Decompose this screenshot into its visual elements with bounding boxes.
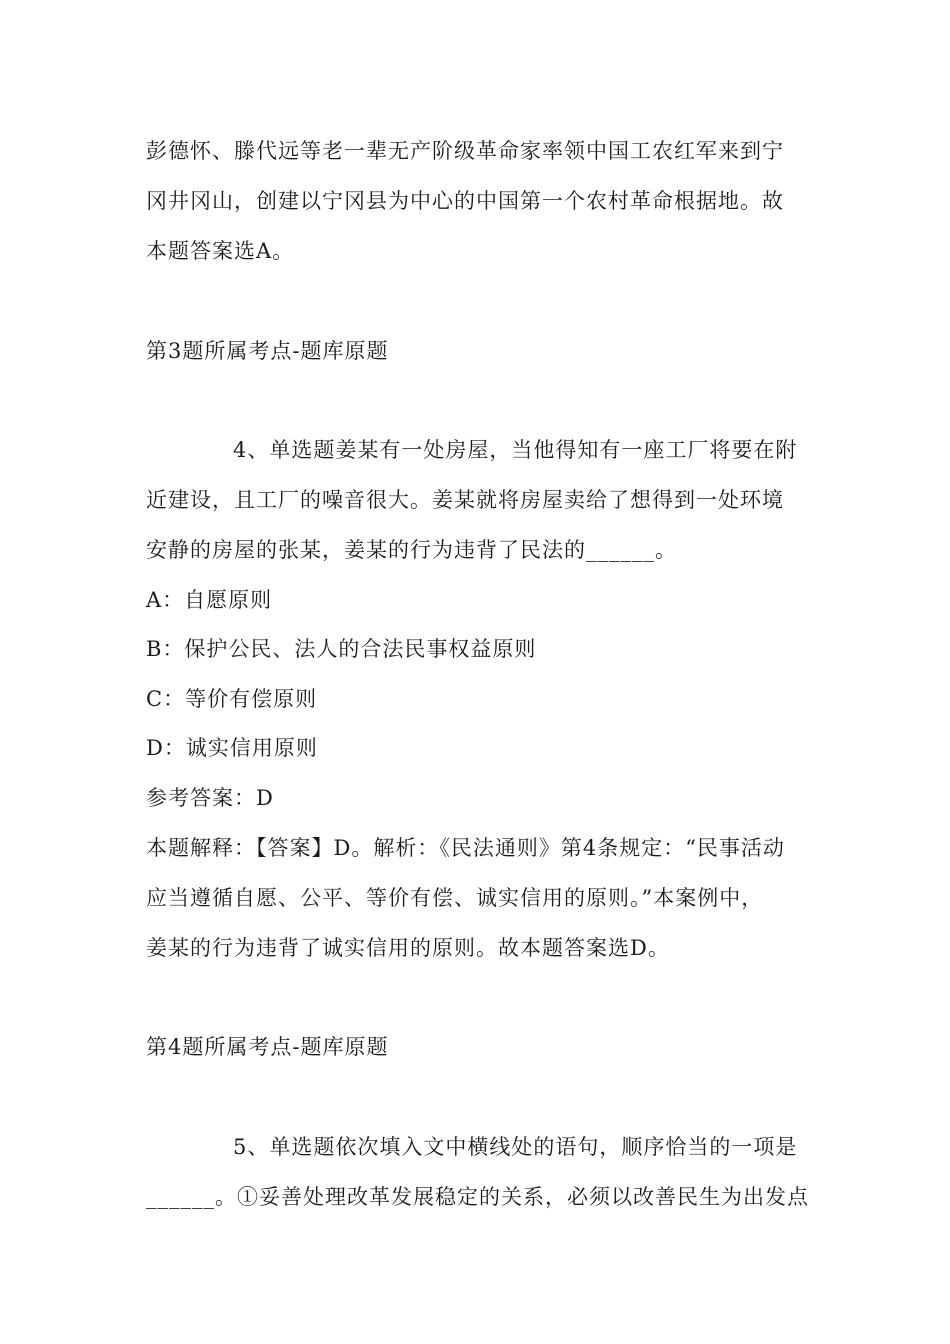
section-4-label: 第4题所属考点-题库原题 bbox=[146, 1035, 389, 1059]
answer-explanation-line-2: 应当遵循自愿、公平、等价有偿、诚实信用的原则。”本案例中， bbox=[146, 886, 764, 910]
option-d: D：诚实信用原则 bbox=[146, 736, 318, 760]
option-b: B：保护公民、法人的合法民事权益原则 bbox=[146, 637, 537, 661]
explanation-line-1: 彭德怀、滕代远等老一辈无产阶级革命家率领中国工农红军来到宁 bbox=[146, 139, 784, 163]
section-3-label: 第3题所属考点-题库原题 bbox=[146, 339, 389, 363]
question-4-line-2: 近建设，且工厂的噪音很大。姜某就将房屋卖给了想得到一处环境 bbox=[146, 488, 784, 512]
answer-explanation-line-3: 姜某的行为违背了诚实信用的原则。故本题答案选D。 bbox=[146, 936, 670, 960]
question-5-line-2: ______。①妥善处理改革发展稳定的关系，必须以改善民生为出发点 bbox=[146, 1185, 809, 1209]
option-c: C：等价有偿原则 bbox=[146, 687, 318, 711]
option-a: A：自愿原则 bbox=[146, 588, 273, 612]
question-4-line-1: 4、单选题姜某有一处房屋，当他得知有一座工厂将要在附 bbox=[233, 438, 798, 462]
question-5-line-1: 5、单选题依次填入文中横线处的语句，顺序恰当的一项是 bbox=[233, 1135, 798, 1159]
answer-explanation-line-1: 本题解释：【答案】D。解析：《民法通则》第4条规定：“民事活动 bbox=[146, 836, 785, 860]
explanation-line-3: 本题答案选A。 bbox=[146, 239, 295, 263]
reference-answer: 参考答案：D bbox=[146, 786, 274, 810]
question-4-line-3: 安静的房屋的张某，姜某的行为违背了民法的______。 bbox=[146, 538, 677, 562]
explanation-line-2: 冈井冈山，创建以宁冈县为中心的中国第一个农村革命根据地。故 bbox=[146, 189, 784, 213]
